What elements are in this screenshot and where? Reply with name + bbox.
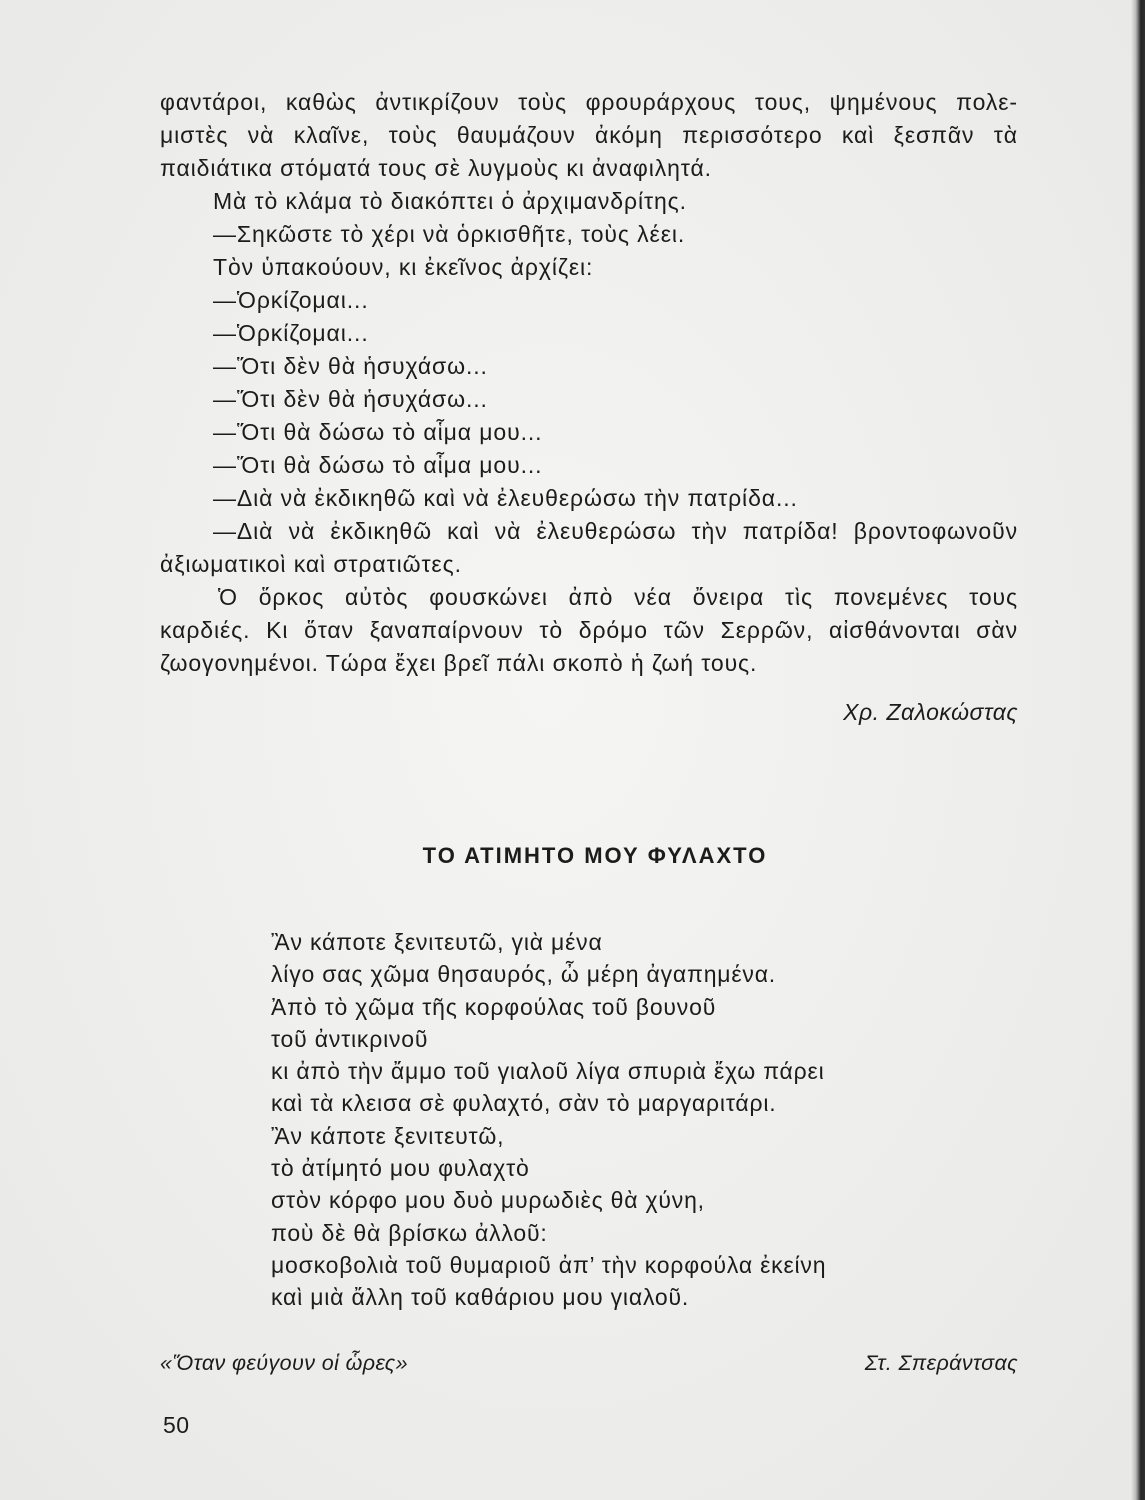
poem-line: λίγο σας χῶμα θησαυρός, ὦ μέρη ἀγαπημένα.: [271, 961, 776, 988]
dialogue-line: —Ὁρκίζομαι...: [213, 287, 369, 313]
poem-author: Στ. Σπεράντσας: [864, 1351, 1018, 1375]
dialogue-line: —Ὅτι θὰ δώσω τὸ αἷμα μου...: [213, 419, 543, 445]
text-line: καρδιές. Κι ὅταν ξαναπαίρνουν τὸ δρόμο τῶν Σερρῶν, αἰσθάνονται σὰν: [160, 617, 1018, 643]
text-line: Τὸν ὑπακούουν, κι ἐκεῖνος ἀρχίζει:: [213, 254, 594, 280]
text-line: ἀξιωματικοὶ καὶ στρατιῶτες.: [160, 551, 462, 577]
poem-source: «Ὅταν φεύγουν οἱ ὧρες»: [160, 1351, 408, 1375]
dialogue-line: —Ὅτι δὲν θὰ ἡσυχάσω...: [213, 353, 488, 379]
poem-line: καὶ τὰ κλεισα σὲ φυλαχτό, σὰν τὸ μαργαριτάρι.: [271, 1090, 777, 1117]
dialogue-line: —Διὰ νὰ ἐκδικηθῶ καὶ νὰ ἐλευθερώσω τὴν πατρίδα! βροντοφωνοῦν: [213, 518, 1018, 544]
poem-citation: [160, 1347, 1018, 1379]
poem-line: κι ἀπὸ τὴν ἄμμο τοῦ γιαλοῦ λίγα σπυριὰ ἔχω πάρει: [271, 1058, 825, 1085]
dialogue-line: —Σηκῶστε τὸ χέρι νὰ ὁρκισθῆτε, τοὺς λέει.: [213, 221, 686, 247]
poem: [271, 926, 1011, 1314]
poem-line: τοῦ ἀντικρινοῦ: [271, 1025, 429, 1052]
text-line: ζωογονημένοι. Τώρα ἔχει βρεῖ πάλι σκοπὸ ἡ ζωή τους.: [160, 650, 758, 676]
text-line: Ὁ ὅρκος αὐτὸς φουσκώνει ἀπὸ νέα ὄνειρα τὶς πονεμένες τους: [218, 584, 1018, 610]
text-line: φαντάροι, καθὼς ἀντικρίζουν τοὺς φρουράρχους τους, ψημένους πολε-: [160, 89, 1018, 115]
poem-line: Ἂν κάποτε ξενιτευτῶ,: [271, 1122, 505, 1149]
page-number: 50: [163, 1412, 190, 1438]
poem-title: ΤΟ ΑΤΙΜΗΤΟ ΜΟΥ ΦΥΛΑΧΤΟ: [422, 843, 768, 868]
page-edge-shadow: [1131, 0, 1145, 1500]
text-line: μιστὲς νὰ κλαῖνε, τοὺς θαυμάζουν ἀκόμη περισσότερο καὶ ξεσπᾶν τὰ: [160, 122, 1018, 148]
text-line: Μὰ τὸ κλάμα τὸ διακόπτει ὁ ἀρχιμανδρίτης.: [213, 188, 687, 214]
dialogue-line: —Ὅτι θὰ δώσω τὸ αἷμα μου...: [213, 452, 543, 478]
poem-line: στὸν κόρφο μου δυὸ μυρωδιὲς θὰ χύνη,: [271, 1187, 705, 1214]
poem-line: τὸ ἀτίμητό μου φυλαχτὸ: [271, 1155, 530, 1182]
poem-line: μοσκοβολιὰ τοῦ θυμαριοῦ ἀπ’ τὴν κορφούλα ἐκείνη: [271, 1251, 827, 1278]
dialogue-line: —Διὰ νὰ ἐκδικηθῶ καὶ νὰ ἐλευθερώσω τὴν πατρίδα...: [213, 485, 798, 511]
article-text: [160, 86, 1018, 680]
dialogue-line: —Ὁρκίζομαι...: [213, 320, 369, 346]
dialogue-line: —Ὅτι δὲν θὰ ἡσυχάσω...: [213, 386, 488, 412]
poem-line: καὶ μιὰ ἄλλη τοῦ καθάριου μου γιαλοῦ.: [271, 1284, 690, 1311]
poem-line: Ἀπὸ τὸ χῶμα τῆς κορφούλας τοῦ βουνοῦ: [271, 993, 717, 1020]
poem-line: Ἂν κάποτε ξενιτευτῶ, γιὰ μένα: [271, 929, 603, 955]
poem-line: ποὺ δὲ θὰ βρίσκω ἀλλοῦ:: [271, 1219, 548, 1246]
text-line: παιδιάτικα στόματά τους σὲ λυγμοὺς κι ἀναφιλητά.: [160, 155, 712, 181]
article-author: Χρ. Ζαλοκώστας: [843, 699, 1018, 725]
